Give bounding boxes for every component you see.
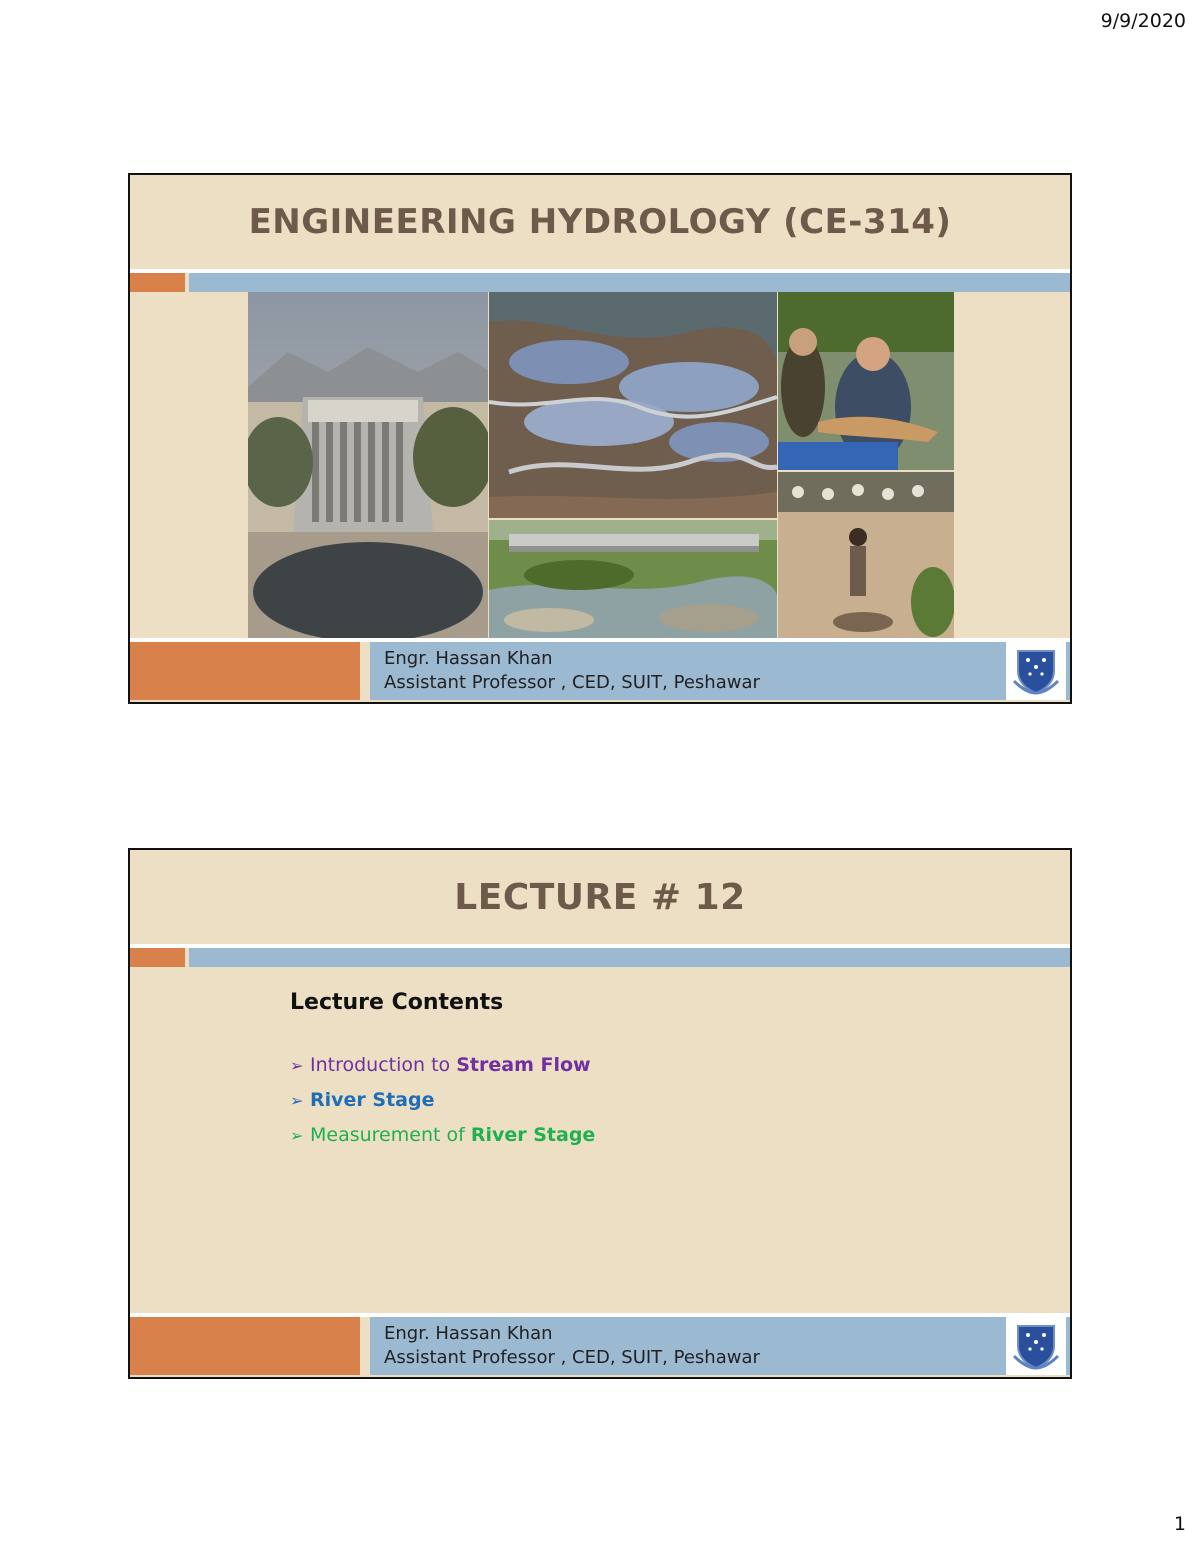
list-item [290, 1120, 595, 1155]
arrow-bullet-icon: ➢ [290, 1056, 304, 1075]
list-item [290, 1050, 595, 1085]
fish-researchers-photo [778, 292, 954, 470]
slide-2 [128, 848, 1072, 1379]
item-emphasis: Stream Flow [456, 1054, 591, 1076]
arrow-bullet-icon: ➢ [290, 1126, 304, 1145]
list-item [290, 1085, 595, 1120]
accent-bar-orange [130, 273, 185, 292]
footer-bar-orange [130, 1317, 360, 1375]
slide-title: LECTURE # 12 [454, 876, 746, 918]
university-crest-icon [1006, 642, 1066, 700]
author-role: Assistant Professor , CED, SUIT, Peshawar [384, 672, 760, 693]
footer-credit [384, 647, 760, 695]
slide-title-area [130, 850, 1070, 944]
contents-heading: Lecture Contents [290, 990, 504, 1015]
bridge-stream-photo [489, 520, 777, 640]
page-date: 9/9/2020 [1100, 10, 1186, 32]
item-text: Measurement of [310, 1124, 471, 1146]
author-name: Engr. Hassan Khan [384, 1323, 553, 1344]
accent-bar-orange [130, 948, 185, 967]
university-crest-icon [1006, 1317, 1066, 1375]
accent-bar-blue [189, 948, 1070, 967]
river-delta-aerial-photo [489, 292, 777, 518]
slide-title-area [130, 175, 1070, 269]
dam-spillway-photo [248, 292, 488, 640]
item-emphasis: River Stage [310, 1089, 435, 1111]
page-number: 1 [1173, 1513, 1186, 1535]
arrow-bullet-icon: ➢ [290, 1091, 304, 1110]
slide-title: ENGINEERING HYDROLOGY (CE-314) [248, 202, 952, 242]
contents-list [290, 1050, 595, 1155]
slide-1 [128, 173, 1072, 704]
photo-collage [248, 292, 954, 640]
flood-photo [778, 472, 954, 640]
item-emphasis: River Stage [470, 1124, 596, 1146]
footer-credit [384, 1322, 760, 1370]
item-text: Introduction to [310, 1054, 457, 1076]
accent-bar-blue [189, 273, 1070, 292]
footer-bar-orange [130, 642, 360, 700]
author-name: Engr. Hassan Khan [384, 648, 553, 669]
author-role: Assistant Professor , CED, SUIT, Peshawar [384, 1347, 760, 1368]
